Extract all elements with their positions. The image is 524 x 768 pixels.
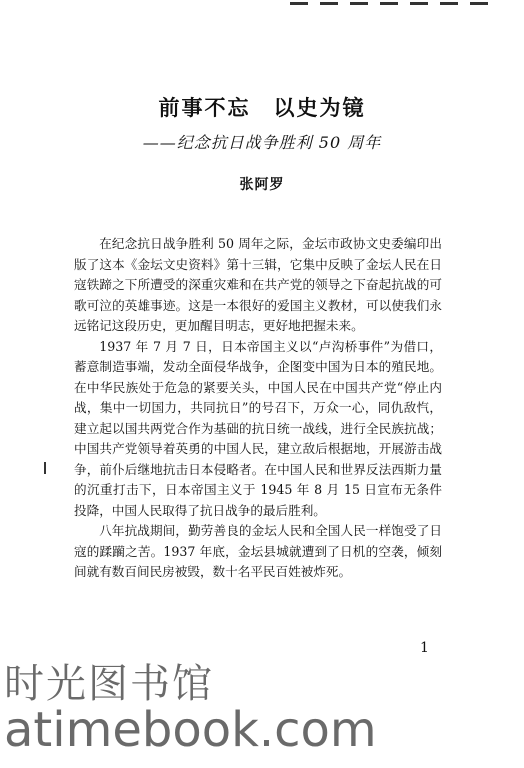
margin-mark	[44, 462, 46, 474]
paragraph-2: 1937 年 7 月 7 日，日本帝国主义以“卢沟桥事件”为借口，蓄意制造事端，发动全面侵华战争，企图变中国为日本的殖民地。在中华民族处于危急的紧要关头，中国人民在中国共产党“停止内战，集中一切国力，共同抗日”的号召下，万众一心，同仇敌忾，建立起以国共两党合作为基础的抗日统一战线，进行全民族抗战；中国共产党领导着英勇的中国人民，建立敌后根据地，开展游击战争，前仆后继地抗击日本侵略者。在中国人民和世界反法西斯力量的沉重打击下，日本帝国主义于 1945 年 8 月 15 日宣布无条件投降，中国人民取得了抗日战争的最后胜利。	[74, 338, 442, 518]
header-rule	[290, 2, 524, 8]
article-body	[74, 234, 442, 583]
watermark-chinese: 时光图书馆	[4, 661, 214, 707]
article-author: 张阿罗	[239, 177, 285, 193]
article-title: 前事不忘 以史为镜	[158, 95, 366, 120]
page-number: 1	[420, 640, 429, 656]
article-subtitle: ——纪念抗日战争胜利 50 周年	[142, 133, 382, 152]
paragraph-1: 在纪念抗日战争胜利 50 周年之际，金坛市政协文史委编印出版了这本《金坛文史资料》第十三辑，它集中反映了金坛人民在日寇铁蹄之下所遭受的深重灾难和在共产党的领导之下奋起抗战的可歌可泣的英雄事迹。这是一本很好的爱国主义教材，可以使我们永远铭记这段历史，更加醒目明志，更好地把握未来。	[74, 236, 442, 333]
paragraph-3: 八年抗战期间，勤劳善良的金坛人民和全国人民一样饱受了日寇的蹂躏之苦。1937 年底，金坛县城就遭到了日机的空袭，倾刻间就有数百间民房被毁，数十名平民百姓被炸死。	[74, 523, 442, 579]
watermark-url: atimebook.com	[4, 702, 377, 758]
